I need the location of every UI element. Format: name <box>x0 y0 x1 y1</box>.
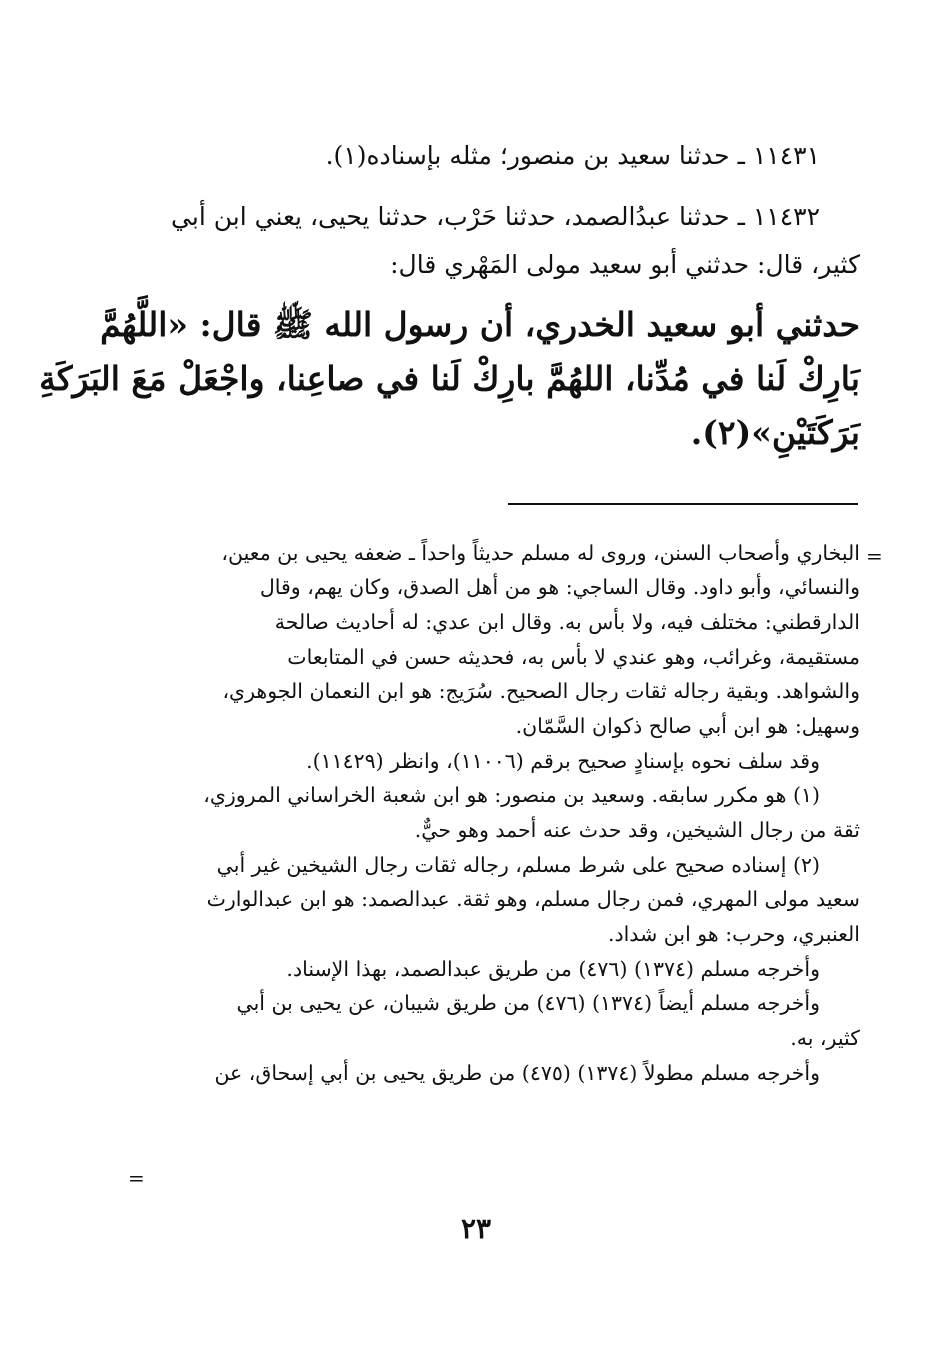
footnote-separator <box>508 503 858 505</box>
footnote-line: مستقيمة، وغرائب، وهو عندي لا بأس به، فحديثه حسن في المتابعات <box>287 645 860 669</box>
footnote-line: (٢) إسناده صحيح على شرط مسلم، رجاله ثقات رجال الشيخين غير أبي <box>216 853 820 877</box>
footnote-line: وأخرجه مسلم أيضاً (١٣٧٤) (٤٧٦) من طريق شيبان، عن يحيى بن أبي <box>236 991 820 1015</box>
footnote-line: ثقة من رجال الشيخين، وقد حدث عنه أحمد وهو حيٌّ. <box>414 818 860 842</box>
hadith-11431-line: ١١٤٣١ ـ حدثنا سعيد بن منصور؛ مثله بإسناده(١). <box>325 141 820 170</box>
footnote-line: وأخرجه مسلم مطولاً (١٣٧٤) (٤٧٥) من طريق يحيى بن أبي إسحاق، عن <box>214 1061 820 1085</box>
hadith-11432-line-1: ١١٤٣٢ ـ حدثنا عبدُالصمد، حدثنا حَرْب، حدثنا يحيى، يعني ابن أبي <box>171 202 820 231</box>
hadith-text-line-2: بَارِكْ لَنا في مُدِّنا، اللهُمَّ بارِكْ لَنا في صاعِنا، واجْعَلْ مَعَ البَرَكَةِ <box>39 359 860 398</box>
footnote-line: وقد سلف نحوه بإسنادٍ صحيح برقم (١١٠٠٦)، وانظر (١١٤٢٩). <box>306 749 820 773</box>
footnote-line: كثير، به. <box>790 1026 860 1050</box>
hadith-text-line-1: حدثني أبو سعيد الخدري، أن رسول الله ﷺ قال: «اللَّهُمَّ <box>100 305 860 344</box>
footnote-line: والنسائي، وأبو داود. وقال الساجي: هو من أهل الصدق، وكان يهم، وقال <box>259 575 860 599</box>
continuation-mark-start: = <box>866 544 883 568</box>
footnote-line: سعيد مولى المهري، فمن رجال مسلم، وهو ثقة. عبدالصمد: هو ابن عبدالوارث <box>206 887 860 911</box>
hadith-text-line-3: بَرَكَتَيْنِ»(٢). <box>690 413 860 452</box>
footnote-line: الدارقطني: مختلف فيه، ولا بأس به. وقال ابن عدي: له أحاديث صالحة <box>274 610 860 634</box>
footnote-line: البخاري وأصحاب السنن، وروى له مسلم حديثاً واحداً ـ ضعفه يحيى بن معين، <box>221 541 860 565</box>
continuation-mark-end: = <box>128 1166 145 1190</box>
footnote-line: العنبري، وحرب: هو ابن شداد. <box>607 922 860 946</box>
footnote-line: وسهيل: هو ابن أبي صالح ذكوان السَّمّان. <box>515 714 860 738</box>
footnote-line: وأخرجه مسلم (١٣٧٤) (٤٧٦) من طريق عبدالصمد، بهذا الإسناد. <box>286 957 820 981</box>
footnote-line: (١) هو مكرر سابقه. وسعيد بن منصور: هو ابن شعبة الخراساني المروزي، <box>203 783 820 807</box>
hadith-11432-line-2: كثير، قال: حدثني أبو سعيد مولى المَهْري قال: <box>390 250 860 279</box>
page-number: ٢٣ <box>460 1212 492 1245</box>
footnote-line: والشواهد. وبقية رجاله ثقات رجال الصحيح. سُرَيج: هو ابن النعمان الجوهري، <box>222 679 860 703</box>
